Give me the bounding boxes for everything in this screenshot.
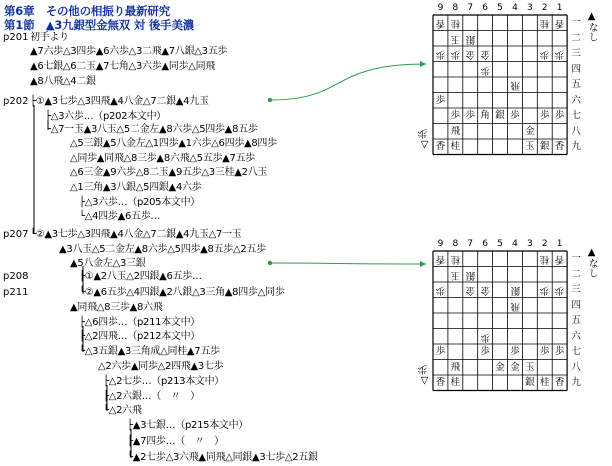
move-line: ├①▲3七歩△3四飛▲4八金△7二銀▲4九玉 [30,96,209,107]
gote-piece: 歩 [554,284,565,296]
rank-number: 八 [571,361,581,373]
rank-number: 九 [571,377,581,388]
move-line: ▲6七銀△6二玉▲7七角△3六歩▲同歩△同飛 [30,61,215,72]
gote-piece: 玉 [450,33,461,44]
connector-dot [268,261,272,265]
sente-piece: 歩 [539,346,550,357]
arrowhead [420,61,426,67]
rank-number: 二 [571,32,581,44]
move-line: └△3五銀▲3三角成△同桂▲7五歩 [79,346,220,357]
rank-number: 七 [571,110,581,121]
rank-number: 二 [571,268,581,280]
sente-hand: △歩 [419,128,430,150]
move-line: △1三角▲3八銀△5四銀▲4六歩 [70,182,202,193]
gote-piece: 桂 [539,253,550,265]
gote-piece: 香 [435,17,446,29]
sente-piece: 飛 [450,125,461,137]
sente-piece: 歩 [450,110,461,121]
rank-number: 三 [571,284,581,295]
file-number: 2 [541,3,548,13]
gote-piece: 飛 [510,300,520,311]
rank-number: 六 [571,94,581,106]
file-number: 4 [512,239,518,249]
gote-piece: 銀 [465,269,475,280]
file-number: 1 [556,3,563,13]
gote-piece: 歩 [450,48,461,60]
sente-piece: 玉 [525,361,535,373]
gote-piece: 金 [480,284,490,296]
move-line: └△7一玉▲3八玉△5二金左▲8六歩△5四歩▲8五歩 [45,124,258,135]
move-line: ├△3六歩…（p202本文中） [45,111,167,122]
gote-piece: 香 [554,253,565,265]
sente-piece: 歩 [510,110,520,121]
sente-piece: 歩 [435,94,446,106]
file-number: 6 [482,3,488,13]
sente-piece: 角 [480,110,490,121]
sente-hand: △歩 [419,364,430,386]
rank-number: 六 [571,330,581,342]
rank-number: 九 [571,141,581,152]
move-line: ├△2六銀…（ 〃 ） [103,391,200,402]
connector-dot [268,98,272,102]
gote-piece: 香 [435,253,446,265]
sente-piece: 歩 [480,346,490,357]
gote-piece: 歩 [480,331,490,342]
gote-piece: 金 [480,48,490,60]
move-line: ▲同飛△8三歩▲8六飛 [70,302,163,313]
sente-piece: 玉 [525,141,535,152]
file-number: 6 [482,239,488,249]
move-line: ▲3八玉△5二金左▲8六歩△5四歩▲8五歩△2五歩 [59,244,266,255]
sente-piece: 香 [554,141,565,152]
gote-piece: 桂 [450,17,461,29]
rank-number: 四 [571,299,581,311]
move-line: └▲2七歩△3六飛▲同飛△同銀▲3七歩△2五銀 [127,452,318,463]
gote-piece: 歩 [480,64,490,75]
gote-piece: 歩 [554,48,565,60]
file-number: 7 [467,3,474,13]
sente-piece: 歩 [435,346,446,357]
move-line: ▲7六歩△3四歩▲6六歩△3二飛▲7八銀△3五歩 [30,46,228,57]
gote-piece: 金 [465,48,475,60]
rank-number: 八 [571,125,581,137]
sente-piece: 銀 [539,141,550,152]
page-ref: p201 [3,32,29,43]
gote-piece: 香 [554,17,565,29]
page-ref: p202 [3,96,29,107]
sente-piece: 歩 [554,110,565,121]
sente-piece: 銀 [525,377,535,388]
move-line: △5三銀▲5八金左△1四歩▲1六歩△6四歩▲8四歩 [70,138,277,149]
move-line: ├①▲2八玉△2四銀▲6五歩… [79,271,202,282]
file-number: 5 [497,3,503,13]
rank-number: 五 [571,79,581,90]
move-line: ├△2七歩…（p213本文中） [103,376,225,387]
gote-piece: 歩 [539,48,550,60]
move-line: ▲5八金左△3三銀 [70,258,146,269]
gote-piece: 金 [465,284,475,296]
arrowhead [420,261,426,267]
gote-hand: ▲なし [586,11,598,42]
sente-piece: 香 [435,377,446,388]
rank-number: 七 [571,346,581,357]
gote-piece: 飛 [510,79,520,91]
sente-piece: 香 [554,377,565,388]
move-line: └△4四歩▲6五歩… [79,211,161,222]
section-heading: 第1節 ▲3九銀型金無双 対 後手美濃 [4,18,195,32]
move-line: △2六歩▲同歩△2四飛▲3七歩 [98,361,224,372]
move-line: 初手より [30,32,69,43]
page-ref: p211 [3,287,29,298]
rank-number: 三 [571,48,581,59]
move-line: △同歩▲同飛△8三歩▲8六飛△5五歩▲7五歩 [70,153,255,164]
file-number: 3 [526,3,533,13]
move-line: ├△6四歩…（p211本文中） [79,317,201,328]
sente-piece: 金 [525,125,535,137]
file-number: 5 [497,239,503,249]
move-line: ├▲7四歩…（ 〃 ） [127,436,224,447]
sente-piece: 銀 [495,110,505,121]
gote-piece: 歩 [539,284,550,296]
file-number: 8 [452,3,459,13]
sente-piece: 金 [510,361,520,373]
gote-piece: 桂 [539,17,550,29]
move-line: ├△2四飛…（p212本文中） [79,331,201,342]
move-line: △6三金▲9六歩△8二玉▲9五歩△3三桂▲2八玉 [70,167,268,178]
file-number: 8 [452,239,459,249]
move-line: ├△3六歩…（p205本文中） [79,197,201,208]
connector-board-1 [270,64,426,100]
file-number: 4 [512,3,518,13]
gote-piece: 歩 [435,48,446,60]
move-line: ├▲3七銀…（p215本文中） [127,420,249,431]
move-line: └②▲6五歩△4四銀▲2八銀△3三角▲8四歩△同歩 [79,287,285,298]
sente-piece: 歩 [510,346,520,357]
file-number: 9 [437,3,444,13]
sente-piece: 歩 [465,110,475,121]
rank-number: 四 [571,63,581,75]
sente-piece: 桂 [450,141,461,152]
gote-piece: 桂 [450,253,461,265]
gote-piece: 玉 [450,269,461,280]
sente-piece: 飛 [450,361,461,373]
file-number: 1 [556,239,563,249]
gote-piece: 銀 [465,33,475,44]
sente-piece: 歩 [539,110,550,121]
file-number: 2 [541,239,548,249]
move-line: ▲8八飛△4二銀 [30,76,96,87]
file-number: 7 [467,239,474,249]
sente-piece: 香 [435,141,446,152]
gote-piece: 銀 [510,284,520,296]
move-line: └△2六飛 [103,405,142,416]
rank-number: 一 [571,253,581,264]
sente-piece: 歩 [554,346,565,357]
gote-piece: 歩 [435,284,446,296]
sente-piece: 金 [495,361,505,373]
chapter-heading: 第6章 その他の相振り最新研究 [4,4,171,18]
file-number: 9 [437,239,444,249]
rank-number: 一 [571,17,581,28]
page-ref: p207 [3,229,29,240]
rank-number: 五 [571,315,581,326]
gote-hand: ▲なし [586,247,598,278]
connector-board-2 [270,263,426,264]
sente-piece: 桂 [450,377,461,388]
page-ref: p208 [3,271,29,282]
move-line: └②▲3七歩△3四飛▲4八金△7二銀▲4九玉△7一玉 [30,229,242,240]
sente-piece: 桂 [539,377,550,388]
file-number: 3 [526,239,533,249]
